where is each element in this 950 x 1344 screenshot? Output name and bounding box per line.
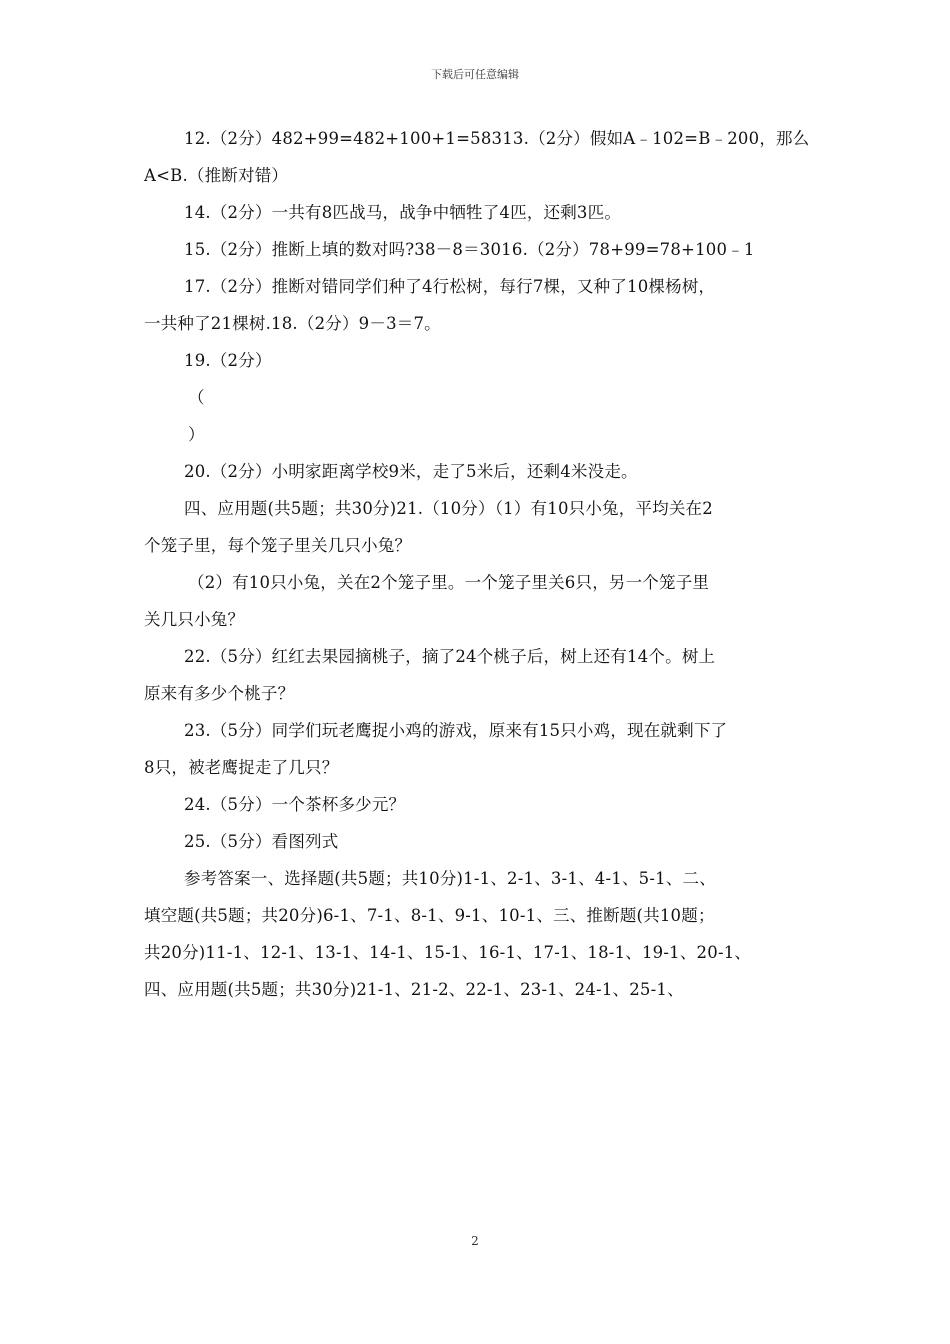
question-12-line: 12.（2分）482+99=482+100+1=58313.（2分）假如A﹣102=B﹣200，那么: [184, 129, 810, 148]
close-paren-line: ）: [188, 425, 205, 444]
open-paren-line: （: [188, 388, 205, 407]
question-17-line: 17.（2分）推断对错同学们种了4行松树，每行7棵，又种了10棵杨树，: [184, 277, 716, 296]
question-21-part-2-line: （2）有10只小兔，关在2个笼子里。一个笼子里关6只，另一个笼子里: [188, 573, 710, 592]
answer-key-line: 参考答案一、选择题(共5题；共10分)1-1、2-1、3-1、4-1、5-1、二、: [184, 869, 716, 888]
question-21-continuation: 个笼子里，每个笼子里关几只小兔？: [144, 536, 412, 555]
page-body: [144, 120, 814, 1008]
question-19-line: 19.（2分）: [184, 351, 272, 370]
answer-key-continuation-2: 共20分)11-1、12-1、13-1、14-1、15-1、16-1、17-1、18-1、19-1、20-1、: [144, 943, 752, 962]
question-23-line: 23.（5分）同学们玩老鹰捉小鸡的游戏，原来有15只小鸡，现在就剩下了: [184, 721, 728, 740]
question-15-line: 15.（2分）推断上填的数对吗?38－8＝3016.（2分）78+99=78+100﹣1: [184, 240, 755, 259]
question-22-continuation: 原来有多少个桃子？: [144, 684, 295, 703]
question-22-line: 22.（5分）红红去果园摘桃子，摘了24个桃子后，树上还有14个。树上: [184, 647, 716, 666]
question-20-line: 20.（2分）小明家距离学校9米，走了5米后，还剩4米没走。: [184, 462, 638, 481]
question-21-part-2-continuation: 关几只小兔？: [144, 610, 245, 629]
question-17-continuation: 一共种了21棵树.18.（2分）9－3＝7。: [144, 314, 441, 333]
section-4-question-21-line: 四、应用题(共5题；共30分)21.（10分）（1）有10只小兔，平均关在2: [184, 499, 713, 518]
question-24-line: 24.（5分）一个茶杯多少元？: [184, 795, 406, 814]
question-12-continuation: A<B.（推断对错）: [144, 166, 289, 185]
answer-key-continuation-3: 四、应用题(共5题；共30分)21-1、21-2、22-1、23-1、24-1、25-1、: [144, 980, 684, 999]
question-23-continuation: 8只，被老鹰捉走了几只？: [144, 758, 339, 777]
question-25-line: 25.（5分）看图列式: [184, 832, 339, 851]
answer-key-continuation-1: 填空题(共5题；共20分)6-1、7-1、8-1、9-1、10-1、三、推断题(共10题；: [144, 906, 715, 925]
page-number: 2: [471, 1234, 479, 1248]
page-header: 下载后可任意编辑: [431, 68, 519, 81]
question-14-line: 14.（2分）一共有8匹战马，战争中牺牲了4匹，还剩3匹。: [184, 203, 622, 222]
